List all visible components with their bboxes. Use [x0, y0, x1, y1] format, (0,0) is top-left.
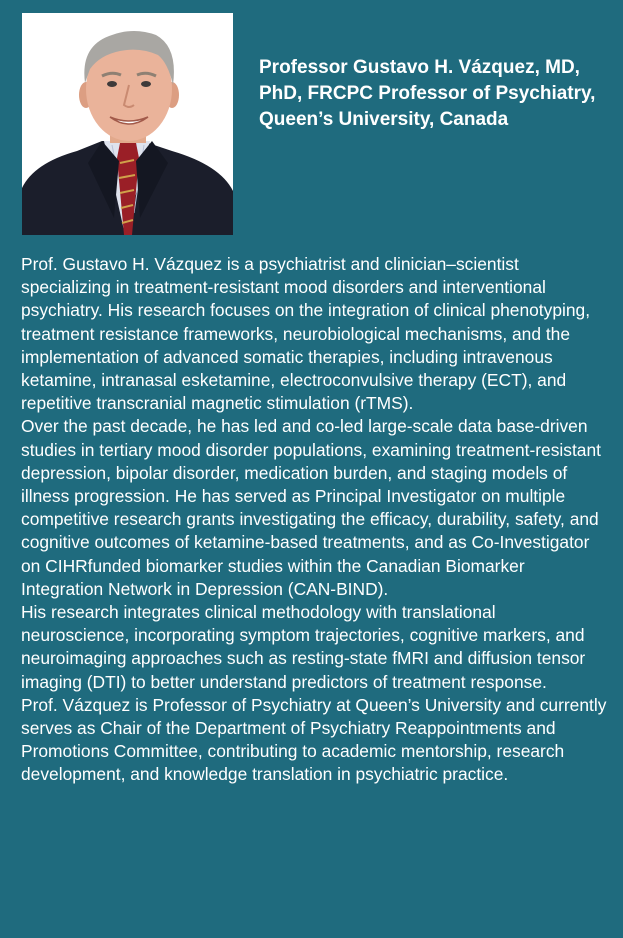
- bio-paragraph: His research integrates clinical methodology with translational neuroscience, incorporating symptom trajectories, cognitive markers, and neuroimaging approaches such as resting-state fMRI and diffusion tensor imaging (DTI) to better understand predictors of treatment response.: [21, 602, 586, 692]
- bio-paragraph: Prof. Gustavo H. Vázquez is a psychiatrist and clinician–scientist specializing in treatment-resistant mood disorders and interventional psychiatry. His research focuses on the integration of clinical phenotyping, treatment resistance frameworks, neurobiological mechanisms, and the implementation of advanced somatic therapies, including intravenous ketamine, intranasal esketamine, electroconvulsive therapy (ECT), and repetitive transcranial magnetic stimulation (rTMS).: [21, 254, 591, 414]
- speaker-name-heading: Professor Gustavo H. Vázquez, MD, PhD, FRCPC Professor of Psychiatry, Queen’s University, Canada: [259, 57, 596, 130]
- bio-paragraph: Prof. Vázquez is Professor of Psychiatry at Queen’s University and currently serves as Chair of the Department of Psychiatry Reappointments and Promotions Committee, contributing to academic mentorship, research development, and knowledge translation in psychiatric practice.: [21, 694, 607, 785]
- biography: [21, 253, 607, 787]
- portrait-illustration: [22, 13, 233, 235]
- bio-paragraph: Over the past decade, he has led and co-led large-scale data base-driven studies in tertiary mood disorder populations, examining treatment-resistant depression, bipolar disorder, medication burden, and staging models of illness progression. He has served as Principal Investigator on multiple competitive research grants investigating the efficacy, durability, safety, and cognitive outcomes of ketamine-based treatments, and as Co-Investigator on CIHRfunded biomarker studies within the Canadian Biomarker Integration Network in Depression (CAN-BIND).: [21, 416, 601, 599]
- portrait-photo: [22, 13, 233, 235]
